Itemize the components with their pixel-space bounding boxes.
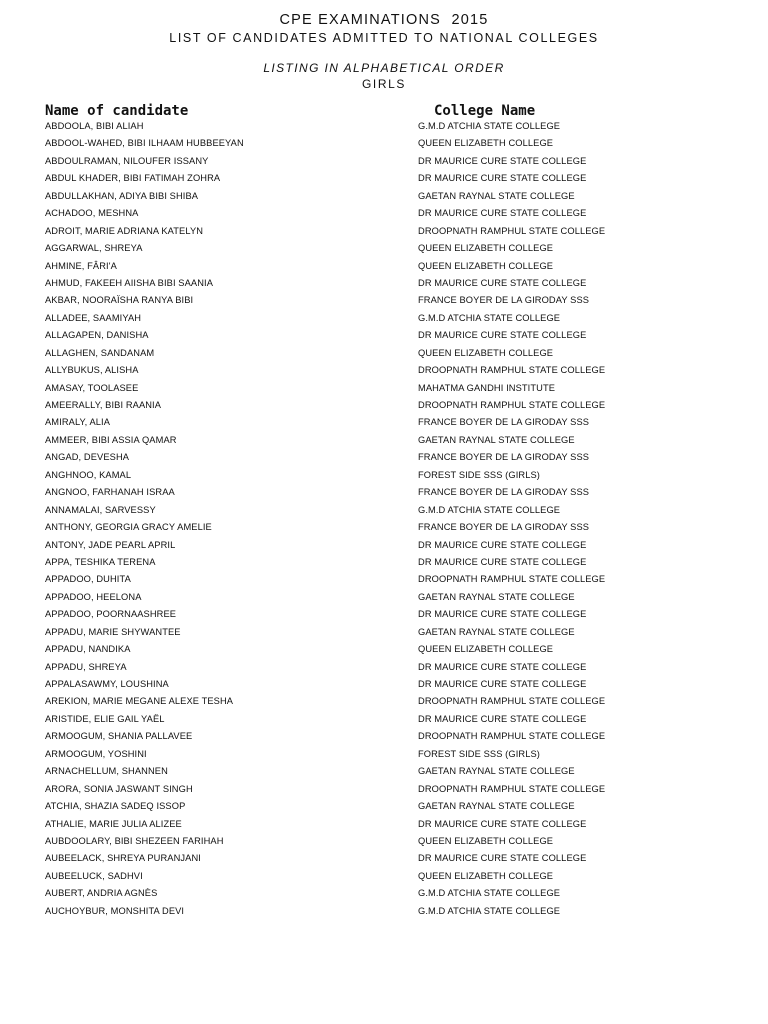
college-name: FRANCE BOYER DE LA GIRODAY SSS xyxy=(418,487,590,498)
candidate-row xyxy=(0,799,768,816)
college-name: DROOPNATH RAMPHUL STATE COLLEGE xyxy=(418,225,606,236)
college-name: QUEEN ELIZABETH COLLEGE xyxy=(418,138,554,149)
candidate-name: AMMEER, BIBI ASSIA QAMAR xyxy=(45,434,177,445)
candidate-row xyxy=(0,293,768,310)
college-name: DR MAURICE CURE STATE COLLEGE xyxy=(418,679,587,689)
candidate-name: ANNAMALAI, SARVESSY xyxy=(45,504,156,515)
candidate-row xyxy=(0,572,768,589)
candidate-name: ALLADEE, SAAMIYAH xyxy=(45,312,142,323)
candidate-name: ABDOULRAMAN, NILOUFER ISSANY xyxy=(45,155,209,166)
college-name: QUEEN ELIZABETH COLLEGE xyxy=(418,260,554,271)
candidate-name: AMEERALLY, BIBI RAANIA xyxy=(45,400,162,410)
candidate-row xyxy=(0,851,768,868)
candidate-name: AHMINE, FÂRI'A xyxy=(45,260,117,271)
candidate-row xyxy=(0,747,768,764)
candidate-name: ARISTIDE, ELIE GAIL YAËL xyxy=(45,713,165,724)
candidate-row xyxy=(0,363,768,380)
college-name: MAHATMA GANDHI INSTITUTE xyxy=(418,382,556,393)
college-name: DR MAURICE CURE STATE COLLEGE xyxy=(418,556,587,567)
candidate-name: APPADU, MARIE SHYWANTEE xyxy=(45,626,181,637)
candidate-name: AUCHOYBUR, MONSHITA DEVI xyxy=(45,905,185,916)
candidate-name: APPALASAWMY, LOUSHINA xyxy=(45,679,169,689)
candidate-row xyxy=(0,834,768,851)
candidate-row xyxy=(0,415,768,432)
college-name: FRANCE BOYER DE LA GIRODAY SSS xyxy=(418,522,590,533)
college-name: DR MAURICE CURE STATE COLLEGE xyxy=(418,713,587,724)
candidate-name: ALLAGAPEN, DANISHA xyxy=(45,330,149,341)
candidate-list xyxy=(0,119,768,921)
candidate-name: AUBEELUCK, SADHVI xyxy=(45,870,143,881)
candidate-name: ACHADOO, MESHNA xyxy=(45,208,139,219)
candidate-row xyxy=(0,764,768,781)
candidate-row xyxy=(0,328,768,345)
college-name: G.M.D ATCHIA STATE COLLEGE xyxy=(418,888,561,899)
candidate-row xyxy=(0,677,768,694)
candidate-name: AMIRALY, ALIA xyxy=(45,417,111,428)
candidate-row xyxy=(0,485,768,502)
candidate-name: AREKION, MARIE MEGANE ALEXE TESHA xyxy=(45,696,234,707)
college-name: GAETAN RAYNAL STATE COLLEGE xyxy=(418,626,575,637)
candidate-row xyxy=(0,276,768,293)
college-name: G.M.D ATCHIA STATE COLLEGE xyxy=(418,504,561,515)
college-name: FOREST SIDE SSS (GIRLS) xyxy=(418,469,540,480)
candidate-row xyxy=(0,590,768,607)
candidate-row xyxy=(0,311,768,328)
college-name: DR MAURICE CURE STATE COLLEGE xyxy=(418,609,587,620)
candidate-row xyxy=(0,224,768,241)
college-name: QUEEN ELIZABETH COLLEGE xyxy=(418,870,554,881)
college-name: QUEEN ELIZABETH COLLEGE xyxy=(418,347,554,358)
candidate-name: ADROIT, MARIE ADRIANA KATELYN xyxy=(45,225,204,236)
candidate-row xyxy=(0,398,768,415)
candidate-row xyxy=(0,886,768,903)
candidate-name: APPADOO, DUHITA xyxy=(45,574,131,585)
candidate-row xyxy=(0,189,768,206)
candidate-row xyxy=(0,782,768,799)
candidate-row xyxy=(0,555,768,572)
candidate-row xyxy=(0,346,768,363)
college-name: QUEEN ELIZABETH COLLEGE xyxy=(418,644,554,655)
college-name: FRANCE BOYER DE LA GIRODAY SSS xyxy=(418,417,590,428)
candidate-row xyxy=(0,468,768,485)
college-name: FRANCE BOYER DE LA GIRODAY SSS xyxy=(418,452,590,463)
candidate-row xyxy=(0,433,768,450)
candidate-name: ARNACHELLUM, SHANNEN xyxy=(45,766,168,777)
candidate-name: AGGARWAL, SHREYA xyxy=(45,243,143,254)
candidate-name: APPADU, NANDIKA xyxy=(45,644,131,655)
college-name: DR MAURICE CURE STATE COLLEGE xyxy=(418,539,587,550)
college-name: QUEEN ELIZABETH COLLEGE xyxy=(418,835,554,846)
college-name: G.M.D ATCHIA STATE COLLEGE xyxy=(418,121,561,131)
candidate-row xyxy=(0,712,768,729)
candidate-group-label: GIRLS xyxy=(361,77,406,91)
college-name: DR MAURICE CURE STATE COLLEGE xyxy=(418,853,587,864)
candidate-row xyxy=(0,154,768,171)
candidate-row xyxy=(0,503,768,520)
college-name: QUEEN ELIZABETH COLLEGE xyxy=(418,243,554,254)
candidate-name: ABDULLAKHAN, ADIYA BIBI SHIBA xyxy=(45,190,199,201)
college-name: DROOPNATH RAMPHUL STATE COLLEGE xyxy=(418,365,606,376)
candidate-row xyxy=(0,538,768,555)
candidate-row xyxy=(0,817,768,834)
candidate-row xyxy=(0,381,768,398)
college-name: GAETAN RAYNAL STATE COLLEGE xyxy=(418,190,575,201)
college-name: DR MAURICE CURE STATE COLLEGE xyxy=(418,155,587,166)
college-name: GAETAN RAYNAL STATE COLLEGE xyxy=(418,766,575,777)
college-name: GAETAN RAYNAL STATE COLLEGE xyxy=(418,591,575,602)
column-header-college: College Name xyxy=(434,103,536,119)
college-name: G.M.D ATCHIA STATE COLLEGE xyxy=(418,905,561,916)
candidate-name: AUBEELACK, SHREYA PURANJANI xyxy=(45,853,201,864)
candidate-row xyxy=(0,607,768,624)
candidate-name: ALLYBUKUS, ALISHA xyxy=(45,365,139,376)
college-name: GAETAN RAYNAL STATE COLLEGE xyxy=(418,434,575,445)
college-name: DR MAURICE CURE STATE COLLEGE xyxy=(418,277,587,288)
candidate-name: AMASAY, TOOLASEE xyxy=(45,382,139,393)
candidate-row xyxy=(0,241,768,258)
college-name: DR MAURICE CURE STATE COLLEGE xyxy=(418,661,587,672)
college-name: DROOPNATH RAMPHUL STATE COLLEGE xyxy=(418,783,606,794)
candidate-name: AUBERT, ANDRIA AGNÈS xyxy=(45,888,158,899)
candidate-row xyxy=(0,171,768,188)
candidate-row xyxy=(0,642,768,659)
candidate-name: ABDOOLA, BIBI ALIAH xyxy=(45,121,144,131)
candidate-row xyxy=(0,520,768,537)
candidate-row xyxy=(0,259,768,276)
candidate-name: ATCHIA, SHAZIA SADEQ ISSOP xyxy=(45,801,186,812)
candidate-row xyxy=(0,904,768,921)
candidate-name: APPADOO, POORNAASHREE xyxy=(45,609,177,620)
candidate-name: ATHALIE, MARIE JULIA ALIZEE xyxy=(45,818,182,829)
college-name: GAETAN RAYNAL STATE COLLEGE xyxy=(418,801,575,812)
candidate-name: AUBDOOLARY, BIBI SHEZEEN FARIHAH xyxy=(45,835,224,846)
college-name: DR MAURICE CURE STATE COLLEGE xyxy=(418,330,587,341)
college-name: FOREST SIDE SSS (GIRLS) xyxy=(418,748,540,759)
college-name: DROOPNATH RAMPHUL STATE COLLEGE xyxy=(418,574,606,585)
candidate-name: ARMOOGUM, SHANIA PALLAVEE xyxy=(45,731,193,742)
candidate-row xyxy=(0,450,768,467)
candidate-name: APPA, TESHIKA TERENA xyxy=(45,556,156,567)
candidate-row xyxy=(0,625,768,642)
college-name: DROOPNATH RAMPHUL STATE COLLEGE xyxy=(418,731,606,742)
candidate-name: ANGHNOO, KAMAL xyxy=(45,469,132,480)
candidate-row xyxy=(0,660,768,677)
candidate-name: AKBAR, NOORAÏSHA RANYA BIBI xyxy=(45,295,194,306)
listing-order-note: LISTING IN ALPHABETICAL ORDER xyxy=(263,61,505,75)
candidate-name: ABDOOL-WAHED, BIBI ILHAAM HUBBEEYAN xyxy=(45,138,244,149)
college-name: G.M.D ATCHIA STATE COLLEGE xyxy=(418,312,561,323)
candidate-name: ARMOOGUM, YOSHINI xyxy=(45,748,147,759)
candidate-row xyxy=(0,729,768,746)
column-header-name: Name of candidate xyxy=(45,103,189,119)
candidate-name: ARORA, SONIA JASWANT SINGH xyxy=(45,783,193,794)
candidate-name: ANTHONY, GEORGIA GRACY AMELIE xyxy=(45,522,212,533)
document-subtitle: LIST OF CANDIDATES ADMITTED TO NATIONAL COLLEGES xyxy=(169,31,599,45)
document-title: CPE EXAMINATIONS 2015 xyxy=(279,12,489,28)
candidate-name: AHMUD, FAKEEH AIISHA BIBI SAANIA xyxy=(45,277,214,288)
candidate-name: ABDUL KHADER, BIBI FATIMAH ZOHRA xyxy=(45,173,221,184)
candidate-row xyxy=(0,694,768,711)
college-name: DR MAURICE CURE STATE COLLEGE xyxy=(418,173,587,184)
college-name: DR MAURICE CURE STATE COLLEGE xyxy=(418,818,587,829)
candidate-row xyxy=(0,869,768,886)
candidate-row xyxy=(0,136,768,153)
college-name: DROOPNATH RAMPHUL STATE COLLEGE xyxy=(418,400,606,410)
candidate-name: APPADOO, HEELONA xyxy=(45,591,142,602)
college-name: FRANCE BOYER DE LA GIRODAY SSS xyxy=(418,295,590,306)
candidate-name: ANTONY, JADE PEARL APRIL xyxy=(45,539,176,550)
candidate-name: ANGAD, DEVESHA xyxy=(45,452,130,463)
candidate-name: APPADU, SHREYA xyxy=(45,661,127,672)
candidate-row xyxy=(0,119,768,136)
college-name: DR MAURICE CURE STATE COLLEGE xyxy=(418,208,587,219)
college-name: DROOPNATH RAMPHUL STATE COLLEGE xyxy=(418,696,606,707)
candidate-name: ALLAGHEN, SANDANAM xyxy=(45,347,155,358)
candidate-name: ANGNOO, FARHANAH ISRAA xyxy=(45,487,175,498)
candidate-row xyxy=(0,206,768,223)
